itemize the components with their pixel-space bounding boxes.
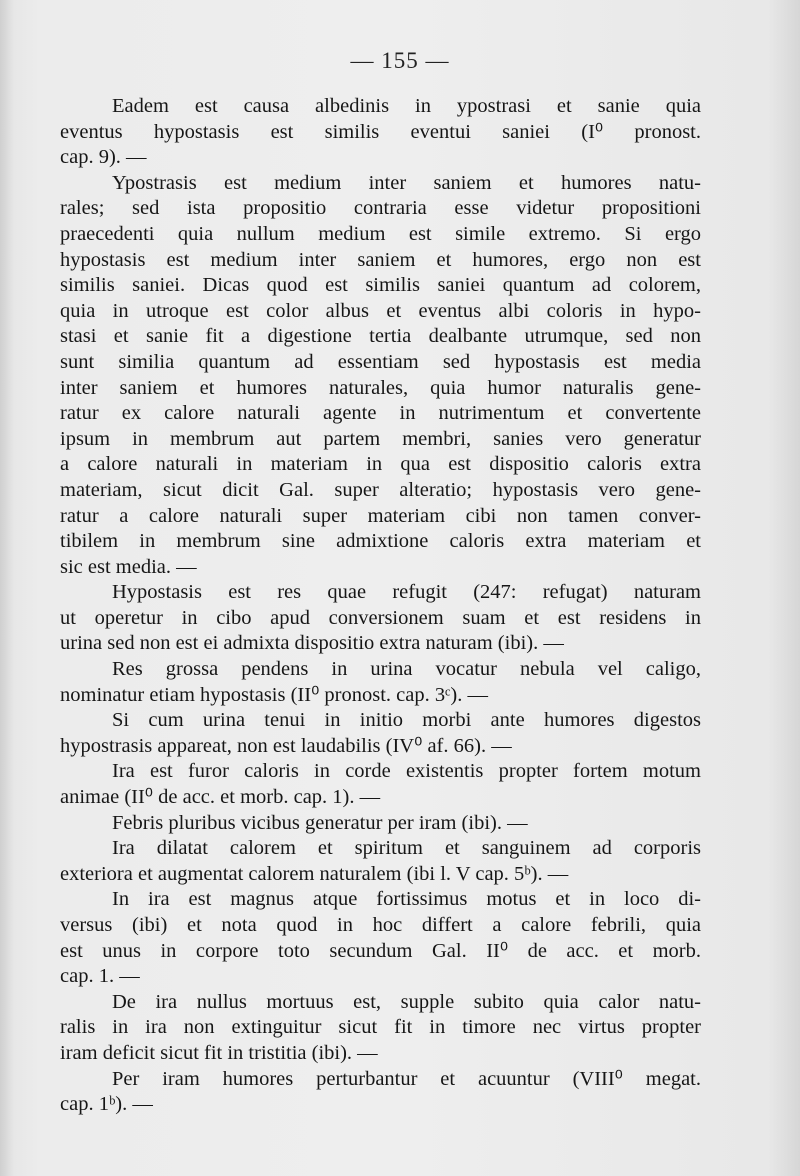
text-line: Hypostasis est res quae refugit (247: refugat) naturam — [112, 581, 701, 604]
text-line: quia in utroque est color albus et eventus albi coloris in hypo- — [60, 299, 701, 322]
text-line: nominatur etiam hypostasis (II⁰ pronost. cap. 3ᶜ). — — [60, 683, 488, 706]
text-line: ratur a calore naturali super materiam cibi non tamen conver- — [60, 504, 701, 527]
page-number-header: — 155 — — [350, 48, 450, 73]
text-line: materiam, sicut dicit Gal. super alteratio; hypostasis vero gene- — [60, 478, 701, 501]
text-line: Si cum urina tenui in initio morbi ante humores digestos — [112, 709, 701, 732]
text-line: cap. 1. — — [60, 965, 140, 988]
text-line: animae (II⁰ de acc. et morb. cap. 1). — — [60, 786, 381, 809]
text-line: similis saniei. Dicas quod est similis saniei quantum ad colorem, — [60, 274, 701, 297]
text-line: hypostasis est medium inter saniem et humores, ergo non est — [60, 248, 701, 271]
text-line: ut operetur in cibo apud conversionem suam et est residens in — [60, 606, 701, 629]
text-line: tibilem in membrum sine admixtione caloris extra materiam et — [60, 530, 701, 553]
text-line: versus (ibi) et nota quod in hoc differt a calore febrili, quia — [60, 914, 701, 936]
text-line: Res grossa pendens in urina vocatur nebula vel caligo, — [112, 658, 701, 681]
text-line: a calore naturali in materiam in qua est dispositio caloris extra — [60, 453, 701, 476]
text-line: est unus in corpore toto secundum Gal. II⁰ de acc. et morb. — [60, 939, 701, 962]
text-line: exteriora et augmentat calorem naturalem (ibi l. V cap. 5ᵇ). — — [60, 862, 569, 885]
text-line: Eadem est causa albedinis in ypostrasi et sanie quia — [112, 95, 701, 117]
text-line: ipsum in membrum aut partem membri, sanies vero generatur — [60, 427, 701, 450]
text-line: hypostrasis appareat, non est laudabilis (IV⁰ af. 66). — — [60, 734, 512, 757]
text-line: In ira est magnus atque fortissimus motus et in loco di- — [112, 888, 701, 911]
text-line: Ypostrasis est medium inter saniem et humores natu- — [112, 171, 701, 194]
text-line: eventus hypostasis est similis eventui saniei (I⁰ pronost. — [60, 120, 701, 143]
text-line: inter saniem et humores naturales, quia humor naturalis gene- — [60, 376, 701, 399]
text-line: De ira nullus mortuus est, supple subito quia calor natu- — [112, 990, 701, 1013]
text-line: ralis in ira non extinguitur sicut fit in timore nec virtus propter — [60, 1016, 701, 1039]
text-line: iram deficit sicut fit in tristitia (ibi). — — [60, 1041, 378, 1064]
text-line: urina sed non est ei admixta dispositio extra naturam (ibi). — — [60, 632, 564, 655]
body-text — [60, 94, 701, 1118]
text-line: praecedenti quia nullum medium est simile extremo. Si ergo — [60, 222, 701, 245]
text-line: cap. 9). — — [60, 146, 147, 169]
text-line: sunt similia quantum ad essentiam sed hypostasis est media — [60, 350, 701, 373]
text-line: Ira dilatat calorem et spiritum et sanguinem ad corporis — [112, 837, 701, 860]
text-line: ratur ex calore naturali agente in nutrimentum et convertente — [60, 402, 701, 425]
text-line: stasi et sanie fit a digestione tertia dealbante utrumque, sed non — [60, 325, 701, 348]
text-line: Ira est furor caloris in corde existentis propter fortem motum — [112, 760, 701, 783]
text-line: sic est media. — — [60, 555, 197, 578]
text-line: Per iram humores perturbantur et acuuntur (VIII⁰ megat. — [112, 1067, 701, 1090]
text-line: Febris pluribus vicibus generatur per iram (ibi). — — [112, 811, 528, 834]
text-line: cap. 1ᵇ). — — [60, 1093, 153, 1116]
text-line: rales; sed ista propositio contraria esse videtur propositioni — [60, 197, 701, 220]
